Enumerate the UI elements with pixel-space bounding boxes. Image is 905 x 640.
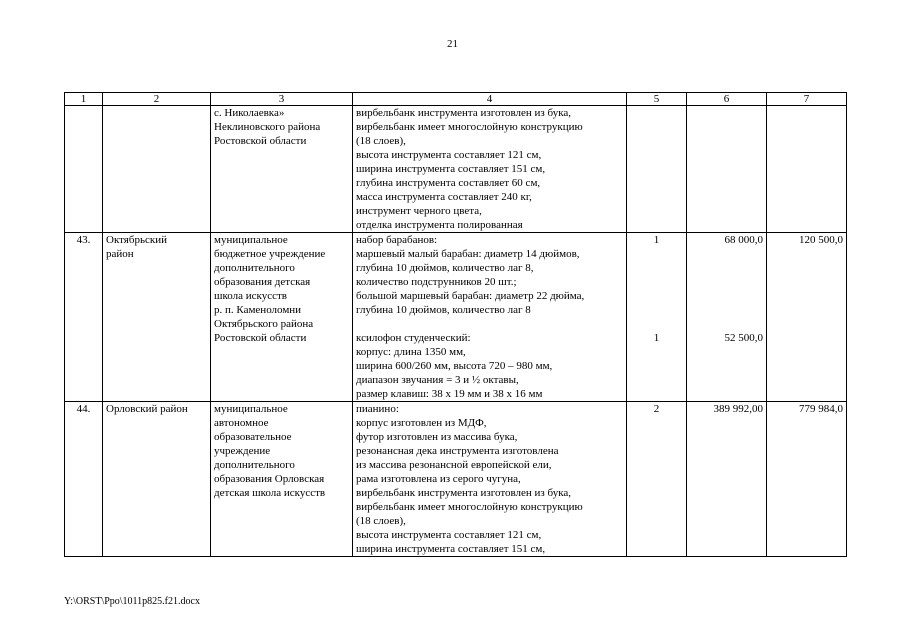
quantity-gap <box>630 275 683 289</box>
organization-line: школа искусств <box>214 290 287 302</box>
description-line: количество подструнников 20 шт.; <box>356 276 517 288</box>
column-header: 2 <box>103 93 211 106</box>
column-header: 4 <box>353 93 627 106</box>
price-cell <box>687 233 767 402</box>
description-line: набор барабанов: <box>356 234 438 246</box>
organization-line: учреждение <box>214 445 271 457</box>
organization-line: муниципальное <box>214 403 288 415</box>
price-value: 68 000,0 <box>724 234 763 246</box>
organization-line: Октябрьского района <box>214 318 314 330</box>
description-line: пианино: <box>356 403 399 415</box>
column-header: 7 <box>767 93 847 106</box>
quantity-cell <box>627 106 687 233</box>
district-line: район <box>106 248 134 260</box>
table-row <box>65 233 847 402</box>
column-header: 1 <box>65 93 103 106</box>
sum-cell <box>767 106 847 233</box>
price-gap <box>690 317 763 331</box>
organization-line: бюджетное учреждение <box>214 248 326 260</box>
sum-cell: 120 500,0 <box>767 233 847 402</box>
description-cell <box>353 402 627 557</box>
description-line: (18 слоев), <box>356 135 406 147</box>
description-line: размер клавиш: 38 х 19 мм и 38 х 16 мм <box>356 388 543 400</box>
description-line: инструмент черного цвета, <box>356 205 482 217</box>
quantity-cell <box>627 233 687 402</box>
description-line: маршевый малый барабан: диаметр 14 дюймов, <box>356 248 580 260</box>
price-cell <box>687 106 767 233</box>
quantity-gap <box>630 303 683 317</box>
column-header: 6 <box>687 93 767 106</box>
file-path-footer: Y:\ORST\Ppo\1011p825.f21.docx <box>64 596 200 607</box>
organization-cell <box>211 233 353 402</box>
description-line: вирбельбанк имеет многослойную конструкцию <box>356 501 583 513</box>
quantity-value: 2 <box>653 403 660 415</box>
organization-line: образовательное <box>214 431 292 443</box>
organization-line: детская школа искусств <box>214 487 326 499</box>
description-line: глубина 10 дюймов, количество лаг 8 <box>356 304 531 316</box>
description-gap <box>356 317 623 331</box>
row-number-cell: 44. <box>65 402 103 557</box>
quantity-value: 1 <box>653 234 660 246</box>
sum-cell: 779 984,0 <box>767 402 847 557</box>
organization-cell <box>211 402 353 557</box>
district-cell <box>103 233 211 402</box>
district-line: Орловский район <box>106 403 188 415</box>
description-line: вирбельбанк инструмента изготовлен из бука, <box>356 487 572 499</box>
organization-line: автономное <box>214 417 269 429</box>
quantity-cell <box>627 402 687 557</box>
description-line: ксилофон студенческий: <box>356 332 471 344</box>
quantity-gap <box>630 247 683 261</box>
price-gap <box>690 303 763 317</box>
description-line: рама изготовлена из серого чугуна, <box>356 473 521 485</box>
price-gap <box>690 261 763 275</box>
description-line: высота инструмента составляет 121 см, <box>356 529 542 541</box>
quantity-gap <box>630 289 683 303</box>
description-cell <box>353 233 627 402</box>
price-value: 389 992,00 <box>713 403 763 415</box>
table-row <box>65 106 847 233</box>
description-line: глубина 10 дюймов, количество лаг 8, <box>356 262 534 274</box>
description-line: (18 слоев), <box>356 515 406 527</box>
organization-line: Ростовской области <box>214 135 307 147</box>
table-header-row <box>65 93 847 106</box>
organization-line: Неклиновского района <box>214 121 321 133</box>
page-number: 21 <box>447 38 458 50</box>
organization-cell <box>211 106 353 233</box>
organization-line: образования детская <box>214 276 311 288</box>
quantity-value: 1 <box>653 332 660 344</box>
description-line: большой маршевый барабан: диаметр 22 дюйма, <box>356 290 585 302</box>
price-value: 52 500,0 <box>724 332 763 344</box>
organization-line: дополнительного <box>214 262 295 274</box>
quantity-gap <box>630 317 683 331</box>
quantity-gap <box>630 261 683 275</box>
organization-line: образования Орловская <box>214 473 325 485</box>
column-header: 5 <box>627 93 687 106</box>
row-number-cell <box>65 106 103 233</box>
organization-line: р. п. Каменоломни <box>214 304 302 316</box>
description-line: ширина инструмента составляет 151 см, <box>356 163 546 175</box>
price-cell <box>687 402 767 557</box>
organization-line: дополнительного <box>214 459 295 471</box>
organization-line: Ростовской области <box>214 332 307 344</box>
price-gap <box>690 247 763 261</box>
description-line: высота инструмента составляет 121 см, <box>356 149 542 161</box>
description-line: глубина инструмента составляет 60 см, <box>356 177 541 189</box>
row-number-cell: 43. <box>65 233 103 402</box>
district-line: Октябрьский <box>106 234 167 246</box>
description-line: ширина 600/260 мм, высота 720 – 980 мм, <box>356 360 553 372</box>
description-line: корпус изготовлен из МДФ, <box>356 417 487 429</box>
description-line: вирбельбанк имеет многослойную конструкцию <box>356 121 583 133</box>
equipment-table <box>64 92 847 557</box>
description-cell <box>353 106 627 233</box>
district-cell <box>103 106 211 233</box>
description-line: резонансная дека инструмента изготовлена <box>356 445 559 457</box>
description-line: ширина инструмента составляет 151 см, <box>356 543 546 555</box>
description-line: вирбельбанк инструмента изготовлен из бука, <box>356 107 572 119</box>
description-line: отделка инструмента полированная <box>356 219 523 231</box>
table-row <box>65 402 847 557</box>
description-line: масса инструмента составляет 240 кг, <box>356 191 532 203</box>
price-gap <box>690 289 763 303</box>
description-line: из массива резонансной европейской ели, <box>356 459 552 471</box>
description-line: диапазон звучания = 3 и ½ октавы, <box>356 374 519 386</box>
organization-line: с. Николаевка» <box>214 107 285 119</box>
column-header: 3 <box>211 93 353 106</box>
district-cell <box>103 402 211 557</box>
description-line: футор изготовлен из массива бука, <box>356 431 518 443</box>
description-line: корпус: длина 1350 мм, <box>356 346 466 358</box>
price-gap <box>690 275 763 289</box>
organization-line: муниципальное <box>214 234 288 246</box>
